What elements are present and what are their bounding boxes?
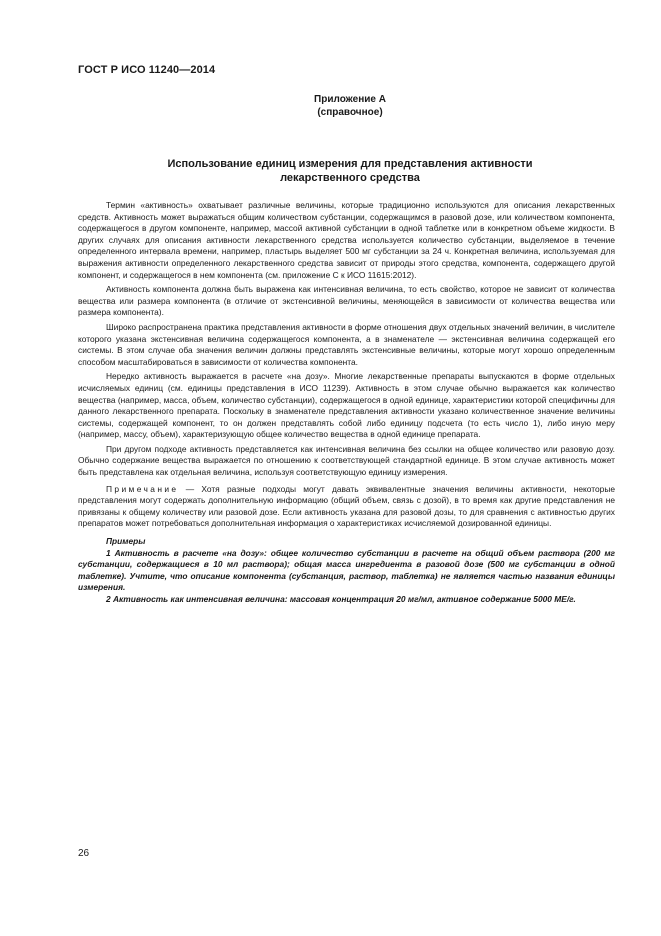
example-item: 1 Активность в расчете «на дозу»: общее количество субстанции в расчете на общий объем раствора (200 мг субстанции, содержащиеся в 10 мл раствора); общая масса ингредиента в разовой дозе (500 мг субстанции в одной таблетке). Учтите, что описание компонента (субстанция, раствор, таблетка) не является частью названия единицы измерения. [78,547,615,593]
paragraph: Широко распространена практика представления активности в форме отношения двух отдельных значений величин, в числителе которого указана экстенсивная величина содержащегося компонента, а в знаменателе — экстенсивная величина содержащей его системы. В этом случае оба значения величин должны представлять экстенсивные величины, которые могут хорошо определенным способом масштабироваться в зависимости от количества компонента. [78,321,615,367]
standard-designation: ГОСТ Р ИСО 11240—2014 [78,64,216,76]
paragraph: Термин «активность» охватывает различные величины, которые традиционно используются для описания лекарственных средств. Активность может выражаться общим количеством субстанции, содержащимся в разовой дозе, или количеством компонента, содержащегося в другом компоненте, например, массой активной субстанции в одной таблетке или в конкретном объеме жидкости. В других случаях для описания активности лекарственного средства используется количество субстанции, выделяемое в течение определенного интервала времени, например, пластырь выделяет 500 мг субстанции за 24 ч. Конкретная величина, используемая для выражения активности определенного лекарственного средства зависит от природы этого средства, компонента, содержащего другой компонент, и содержащегося в нем компонента (см. приложение С к ИСО 11615:2012). [78,200,615,280]
section-title-line-2: лекарственного средства [280,172,420,184]
examples-heading: Примеры [106,536,146,547]
appendix-type: (справочное) [317,107,383,118]
paragraph: Активность компонента должна быть выражена как интенсивная величина, то есть свойство, которое не зависит от количества вещества или размера компонента (в отличие от экстенсивной величины, меняющейся в зависимости от количества вещества или размера компонента). [78,284,615,318]
example-item: 2 Активность как интенсивная величина: массовая концентрация 20 мг/мл, активное содержание 5000 МЕ/г. [106,594,576,604]
appendix-heading [0,93,661,119]
paragraph: Нередко активность выражается в расчете «на дозу». Многие лекарственные препараты выпускаются в форме отдельных исчисляемых единиц (см. единицы представления в ИСО 11239). Активность в этом случае обычно выражается как количество вещества (например, масса, объем, количество субстанции), содержащегося в одной единице, характеристики которой специфичны для данного лекарственного препарата. Поскольку в знаменателе представления активности указано количественное значение величины системы, содержащей компонент, то он должен представлять собой либо единицу подсчета (то есть число 1), либо иную меру (например, массу, объем), характеризующую общее количество вещества в одной единице препарата. [78,371,615,440]
page-number: 26 [78,848,90,859]
body-text [78,200,615,606]
appendix-title: Приложение А [314,94,386,105]
note [78,484,615,530]
paragraph: При другом подходе активность представляется как интенсивная величина без ссылки на общее количество или разовую дозу. Обычно содержание вещества выражается по отношению к соответствующей стандартной единице. В этом случае активность может быть представлена как отдельная величина, используя соответствующую единицу измерения. [78,443,615,478]
note-text: — Хотя разные подходы могут давать эквивалентные значения величины активности, некоторые представления могут содержать дополнительную информацию (общий объем, связь с дозой), в то время как другие представления не привязаны к общему количеству или разовой дозе. Если активность указана для разовой дозы, то для сравнения с активностью других препаратов может потребоваться дополнительная информация о характеристиках исчисляемой дозированной единицы. [78,483,615,529]
section-title [0,157,661,185]
note-label: Примечание [106,483,179,494]
section-title-line-1: Использование единиц измерения для представления активности [167,158,533,170]
